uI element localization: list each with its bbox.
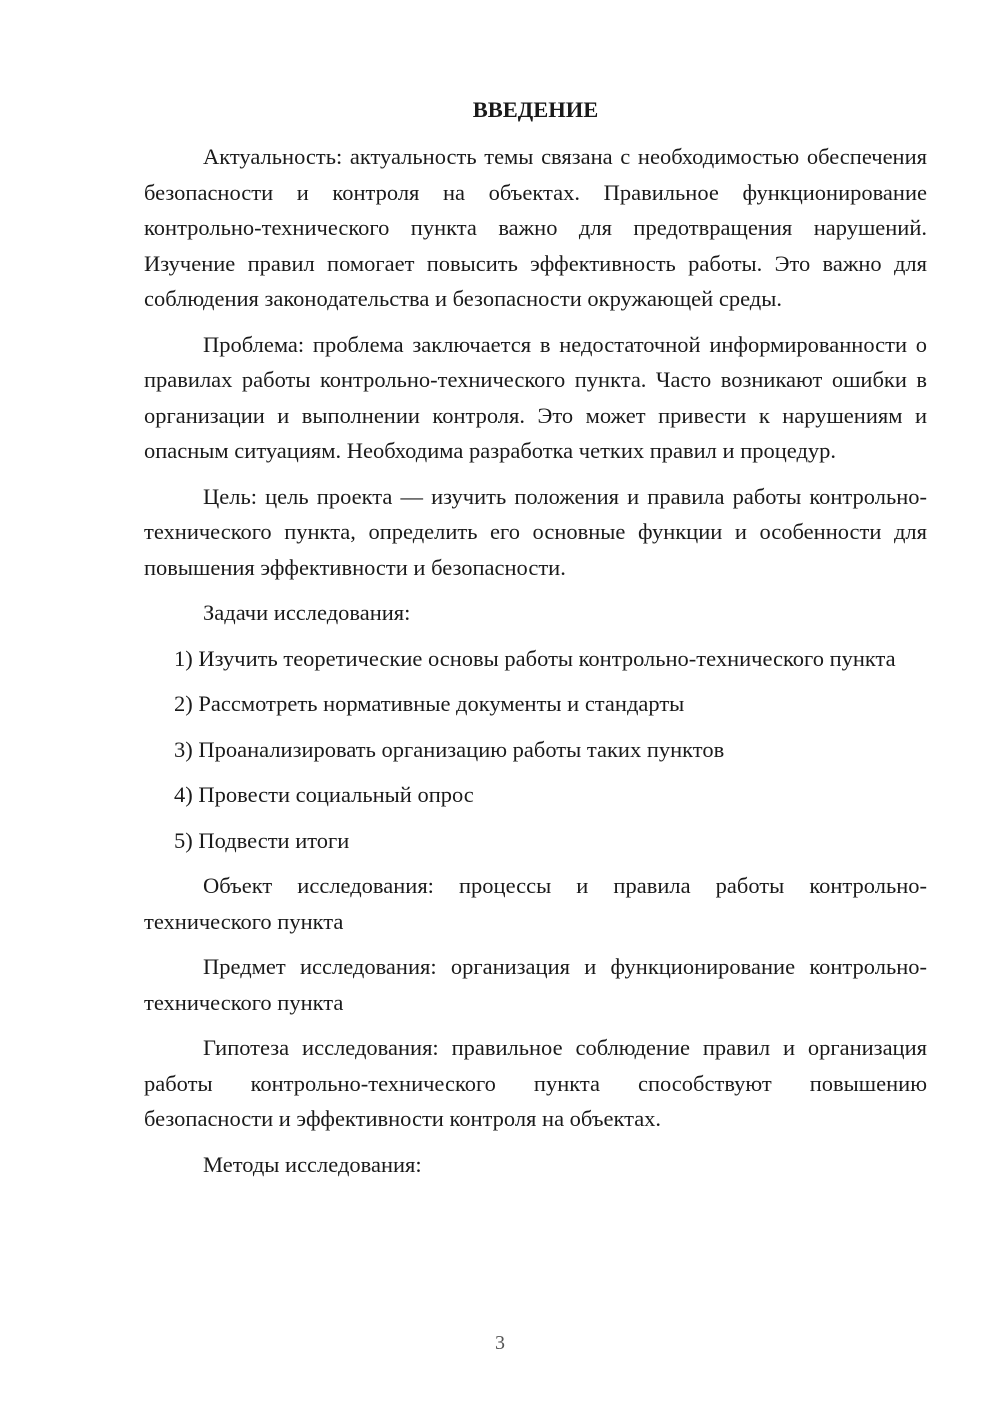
- paragraph-hypothesis: Гипотеза исследования: правильное соблюдение правил и организация работы контрольно-технического пункта способствуют повышению безопасности и эффективности контроля на объектах.: [144, 1035, 927, 1131]
- task-item-4: 4) Провести социальный опрос: [174, 782, 474, 807]
- page-content: [144, 92, 927, 1192]
- paragraph-methods: Методы исследования:: [203, 1151, 422, 1177]
- task-item-1: 1) Изучить теоретические основы работы контрольно-технического пункта: [174, 645, 896, 671]
- paragraph-subject: Предмет исследования: организация и функционирование контрольно-технического пункта: [144, 954, 927, 1015]
- task-item-3: 3) Проанализировать организацию работы таких пунктов: [174, 736, 725, 762]
- section-title: ВВЕДЕНИЕ: [472, 97, 599, 122]
- paragraph-relevance: Актуальность: актуальность темы связана с необходимостью обеспечения безопасности и контроля на объектах. Правильное функционирование контрольно-технического пункта важно для предотвращения нарушений. Изучение правил помогает повысить эффективность работы. Это важно для соблюдения законодательства и безопасности окружающей среды.: [144, 144, 927, 311]
- paragraph-goal: Цель: цель проекта — изучить положения и правила работы контрольно-технического пункта, определить его основные функции и особенности для повышения эффективности и безопасности.: [144, 483, 927, 580]
- paragraph-problem: Проблема: проблема заключается в недостаточной информированности о правилах работы контрольно-технического пункта. Часто возникают ошибки в организации и выполнении контроля. Это может привести к нарушениям и опасным ситуациям. Необходима разработка четких правил и процедур.: [144, 331, 927, 463]
- task-item-2: 2) Рассмотреть нормативные документы и стандарты: [174, 691, 685, 716]
- paragraph-object: Объект исследования: процессы и правила работы контрольно-технического пункта: [144, 873, 927, 934]
- task-item-5: 5) Подвести итоги: [174, 827, 350, 853]
- paragraph-tasks-heading: Задачи исследования:: [203, 600, 411, 625]
- page-number: 3: [495, 1332, 505, 1354]
